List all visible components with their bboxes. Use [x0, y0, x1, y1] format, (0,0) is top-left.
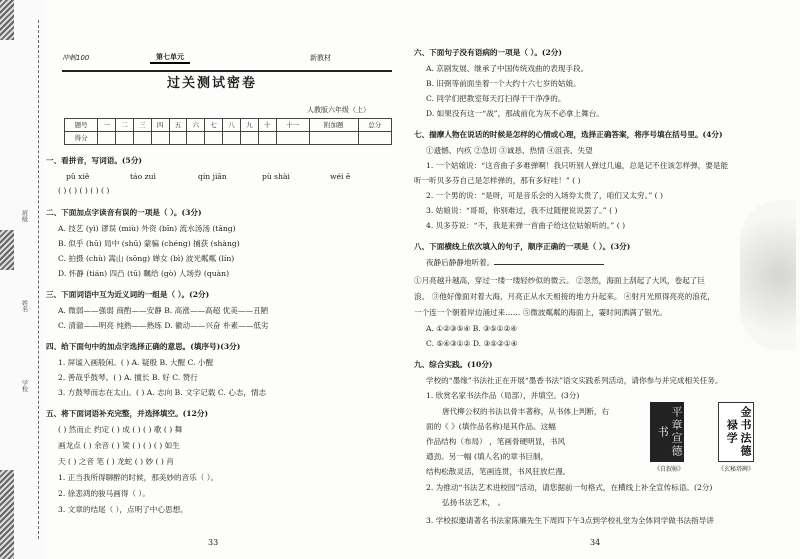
q7-item-4[interactable]: 4. 贝多芬说：“不，我是来弹一首曲子给这位姑娘听的。” ( ): [426, 221, 626, 230]
score-input-cell[interactable]: [223, 132, 241, 145]
q4-item-3[interactable]: 3. 方鼓琴而志在太山。( ) A. 志向 B. 文字记载 C. 心志，情志: [58, 388, 267, 397]
unit-tag: 第七单元: [150, 53, 190, 64]
score-input-cell[interactable]: [240, 132, 258, 145]
calligraphy-image-left: 平章宣德书: [650, 402, 684, 462]
brand-logo: 冲刺100: [62, 54, 90, 62]
score-cell: 六: [187, 119, 205, 132]
score-input-cell[interactable]: [205, 132, 223, 145]
calligraphy-image-right: 金书法德禄学: [718, 402, 754, 462]
score-input-cell[interactable]: [358, 132, 391, 145]
pinyin-4: pù shài: [262, 172, 290, 181]
question-6-title: 六、下面句子没有语病的一项是（ ）。(2分): [414, 48, 562, 57]
binding-strip: [0, 0, 44, 559]
score-cell: 三: [133, 119, 151, 132]
question-3-title: 三、下面词语中互为近义词的一组是（ ）。(2分): [46, 290, 210, 299]
q8-lead-text: 夜静后静静地听着。: [426, 258, 495, 267]
q9-item-3: 3. 学校拟邀请著名书法家陈廉先生下周四下午3点到学校礼堂为全体同学做书法指导讲: [426, 516, 714, 525]
score-input-cell[interactable]: [116, 132, 134, 145]
score-cell: 十一: [276, 119, 309, 132]
q2-option-d[interactable]: D. 怀静 (tián) 四凸 (tū) 瞩给 (gò) 人场券 (quàn): [58, 269, 230, 278]
page-number-right: 34: [590, 538, 601, 547]
pinyin-5: wéi ē: [330, 172, 351, 181]
question-5-title: 五、将下面词语补充完整，并选择填空。(12分): [46, 409, 209, 418]
q5-sentence-2[interactable]: 2. 徐悲鸿的骏马画得（ ）。: [58, 489, 150, 498]
binding-cut-line: [38, 20, 39, 539]
q5-idiom-row-1[interactable]: ( ) 然而止 约定 ( ) 成 ( ) ( ) 歌 ( ) 舞: [58, 425, 183, 434]
q9-item-1: 1. 欣赏名家书法作品（局部），并填空。(3分): [426, 391, 580, 400]
q9-slogan-blank[interactable]: 弘扬书法艺术， 。: [442, 498, 506, 507]
q5-sentence-3[interactable]: 3. 文章的结尾（ ），点明了中心思想。: [58, 505, 188, 514]
q7-item-1: 1. 一个姑娘说：“这音曲子多难弹啊！我只听别人弹过几遍，总是记不住该怎样弹，要是能: [426, 161, 729, 170]
grade-label: 人教版六年级（上）: [307, 106, 370, 114]
score-input-cell[interactable]: [258, 132, 276, 145]
score-cell: 八: [223, 119, 241, 132]
score-cell: 题号: [65, 119, 98, 132]
q7-item-3[interactable]: 3. 姑娘说：“哥哥，你别难过，我不过随便说说罢了。” ( ): [426, 206, 618, 215]
q8-lead: [426, 258, 604, 267]
binding-label-school: 学校: [20, 380, 28, 392]
binding-label-name: 姓名: [20, 300, 28, 312]
question-1-title: 一、看拼音，写词语。(5分): [46, 156, 142, 165]
question-8-title: 八、下面横线上依次填入的句子，顺序正确的一项是（ ）。(3分): [414, 242, 631, 251]
caption-right: 《玄秘塔碑》: [718, 466, 755, 473]
q8-sentences-3: 一个连一个朝着岸边涌过来…… ⑤微波粼粼的海面上，霎时间洒满了银光。: [414, 308, 668, 317]
q2-option-b[interactable]: B. 似乎 (hū) 局中 (shū) 蒙骗 (chéng) 捕获 (shàng): [58, 239, 240, 248]
binding-hatch-middle: [0, 230, 14, 270]
pinyin-1: pǔ xiě: [66, 172, 90, 181]
q9-text-1: 唐代柳公权的书法以骨丰著称，从书体上判断，右: [442, 407, 610, 416]
q7-options: ①遗憾、内疚 ②急切 ③诚恳、热情 ④沮丧、失望: [426, 146, 593, 155]
q6-option-b[interactable]: B. 旧弼等前面坐着一个大约十六七岁的姑娘。: [426, 79, 581, 88]
q9-text-5: 结构松散灵活，笔画连贯，书风狂放烂漫。: [426, 467, 571, 476]
q6-option-d[interactable]: D. 如果没有这一“战”，那战前化为灰不必拿上舞台。: [426, 109, 604, 118]
watermark-stamp: [740, 200, 796, 350]
q7-item-2[interactable]: 2. 一个男的说：“是呀，可是音乐会的入场券太贵了，咱们又太穷。” ( ): [426, 191, 663, 200]
binding-label-class: 班级: [20, 210, 28, 222]
score-row-label: 得分: [65, 132, 98, 145]
score-table-score-row: [65, 132, 392, 145]
page-number-left: 33: [208, 538, 219, 547]
score-cell: 五: [169, 119, 187, 132]
score-input-cell[interactable]: [98, 132, 116, 145]
binding-hatch-top: [0, 0, 14, 40]
q6-option-c[interactable]: C. 同学们把教室每天打扫得干干净净的。: [426, 94, 566, 103]
score-input-cell[interactable]: [151, 132, 169, 145]
q7-item-1-cont[interactable]: 听一听贝多芬自己是怎样弹的，那有多好哇！” ( ): [414, 176, 581, 185]
q9-text-2[interactable]: 面的《 》(填作品名称)是其作品。这幅: [426, 422, 556, 431]
q3-options-ab[interactable]: A. 微弱——强弱 商酌——安静 B. 高涨——高超 优美——丑陋: [58, 306, 269, 315]
score-input-cell[interactable]: [133, 132, 151, 145]
q9-item-2: 2. 为推动“书法艺术进校园”活动，请您据前一句格式，在横线上补全宣传标语。(2分): [426, 483, 713, 492]
title-rule: [62, 70, 392, 72]
score-cell: 二: [116, 119, 134, 132]
pinyin-3: qín jiān: [198, 172, 227, 181]
binding-hatch-bottom: [0, 470, 14, 559]
q2-option-a[interactable]: A. 技艺 (yì) 谬误 (miù) 外资 (bīn) 流水汤汤 (tāng): [58, 224, 236, 233]
score-cell: 四: [151, 119, 169, 132]
q8-sentences-2: 浪。 ③他好像面对着大海，月亮正从水天相接的地方升起来。 ④射月光照得亮亮的浪花，: [414, 292, 715, 301]
score-cell: 附加题: [309, 119, 358, 132]
question-4-title: 四、给下面句中的加点字选择正确的意思。(填序号)(3分): [46, 342, 241, 351]
score-cell: 一: [98, 119, 116, 132]
q5-sentence-1[interactable]: 1. 正当我所得聊醉的时候，那美妙的音乐（ ）。: [58, 473, 219, 482]
question-9-title: 九、综合实践。(10分): [414, 360, 493, 369]
q9-text-4[interactable]: 遒劲。另一幅 (填人名)的章书巨制，: [426, 452, 549, 461]
q5-idiom-row-3[interactable]: 天 ( ) 之音 笔 ( ) 龙蛇 ( ) 妙 ( ) 肖: [58, 457, 174, 466]
pinyin-answer-brackets[interactable]: ( ) ( ) ( ) ( ) ( ): [58, 186, 110, 195]
q8-options-cd[interactable]: C. ⑤④③①② D. ③⑤②①④: [426, 339, 518, 348]
q4-item-2[interactable]: 2. 善哉乎鼓琴。( ) A. 擅长 B. 好 C. 赞行: [58, 373, 198, 382]
score-cell: 九: [240, 119, 258, 132]
score-cell: 总分: [358, 119, 391, 132]
score-input-cell[interactable]: [276, 132, 309, 145]
q8-options-ab[interactable]: A. ①②③⑤④ B. ③⑤①②④: [426, 324, 518, 333]
q8-sentences-1: ①月亮越升越高，穿过一缕一缕轻纱似的微云。 ②忽然，海面上刮起了大风，卷起了巨: [414, 276, 705, 285]
pinyin-2: táo zuì: [130, 172, 156, 181]
q6-option-a[interactable]: A. 京剧发展、继承了中国传统戏曲的表现手段。: [426, 64, 589, 73]
exam-title: 过关测试密卷: [167, 76, 258, 91]
edition-label: 新教材: [310, 54, 331, 62]
q9-text-3[interactable]: 作品结构（布局） ，笔画骨硬明显，书风: [426, 437, 566, 446]
q9-intro: 学校的“墨缘”书法社正在开展“墨香书法”语文实践系列活动，请你参与并完成相关任务。: [426, 376, 723, 385]
score-table-header-row: [65, 119, 392, 132]
q8-blank[interactable]: [494, 264, 604, 265]
score-cell: 七: [205, 119, 223, 132]
score-table: [64, 118, 392, 145]
q2-option-c[interactable]: C. 拍摄 (chù) 嵩山 (sōng) 婵女 (bì) 波光粼粼 (lín): [58, 254, 235, 263]
caption-left: 《自叙帖》: [654, 466, 685, 473]
q5-idiom-row-2[interactable]: 画龙点 ( ) 余音 ( ) 梁 ( ) ( ) ( ) 如生: [58, 441, 180, 450]
score-input-cell[interactable]: [309, 132, 358, 145]
score-input-cell[interactable]: [187, 132, 205, 145]
q3-options-cd[interactable]: C. 清澈——明亮 纯熟——熟练 D. 徽动——兴奋 朴素——低劣: [58, 321, 269, 330]
q4-item-1[interactable]: 1. 屏谧入画般闲。( ) A. 疑殷 B. 大醒 C. 小醒: [58, 358, 214, 367]
score-cell: 十: [258, 119, 276, 132]
question-7-title: 七、揣摩人物在说话的时候是怎样的心情或心理，选择正确答案，将序号填在括号里。(4分): [414, 130, 723, 139]
question-2-title: 二、下面加点字读音有误的一项是（ ）。(3分): [46, 208, 202, 217]
score-input-cell[interactable]: [169, 132, 187, 145]
